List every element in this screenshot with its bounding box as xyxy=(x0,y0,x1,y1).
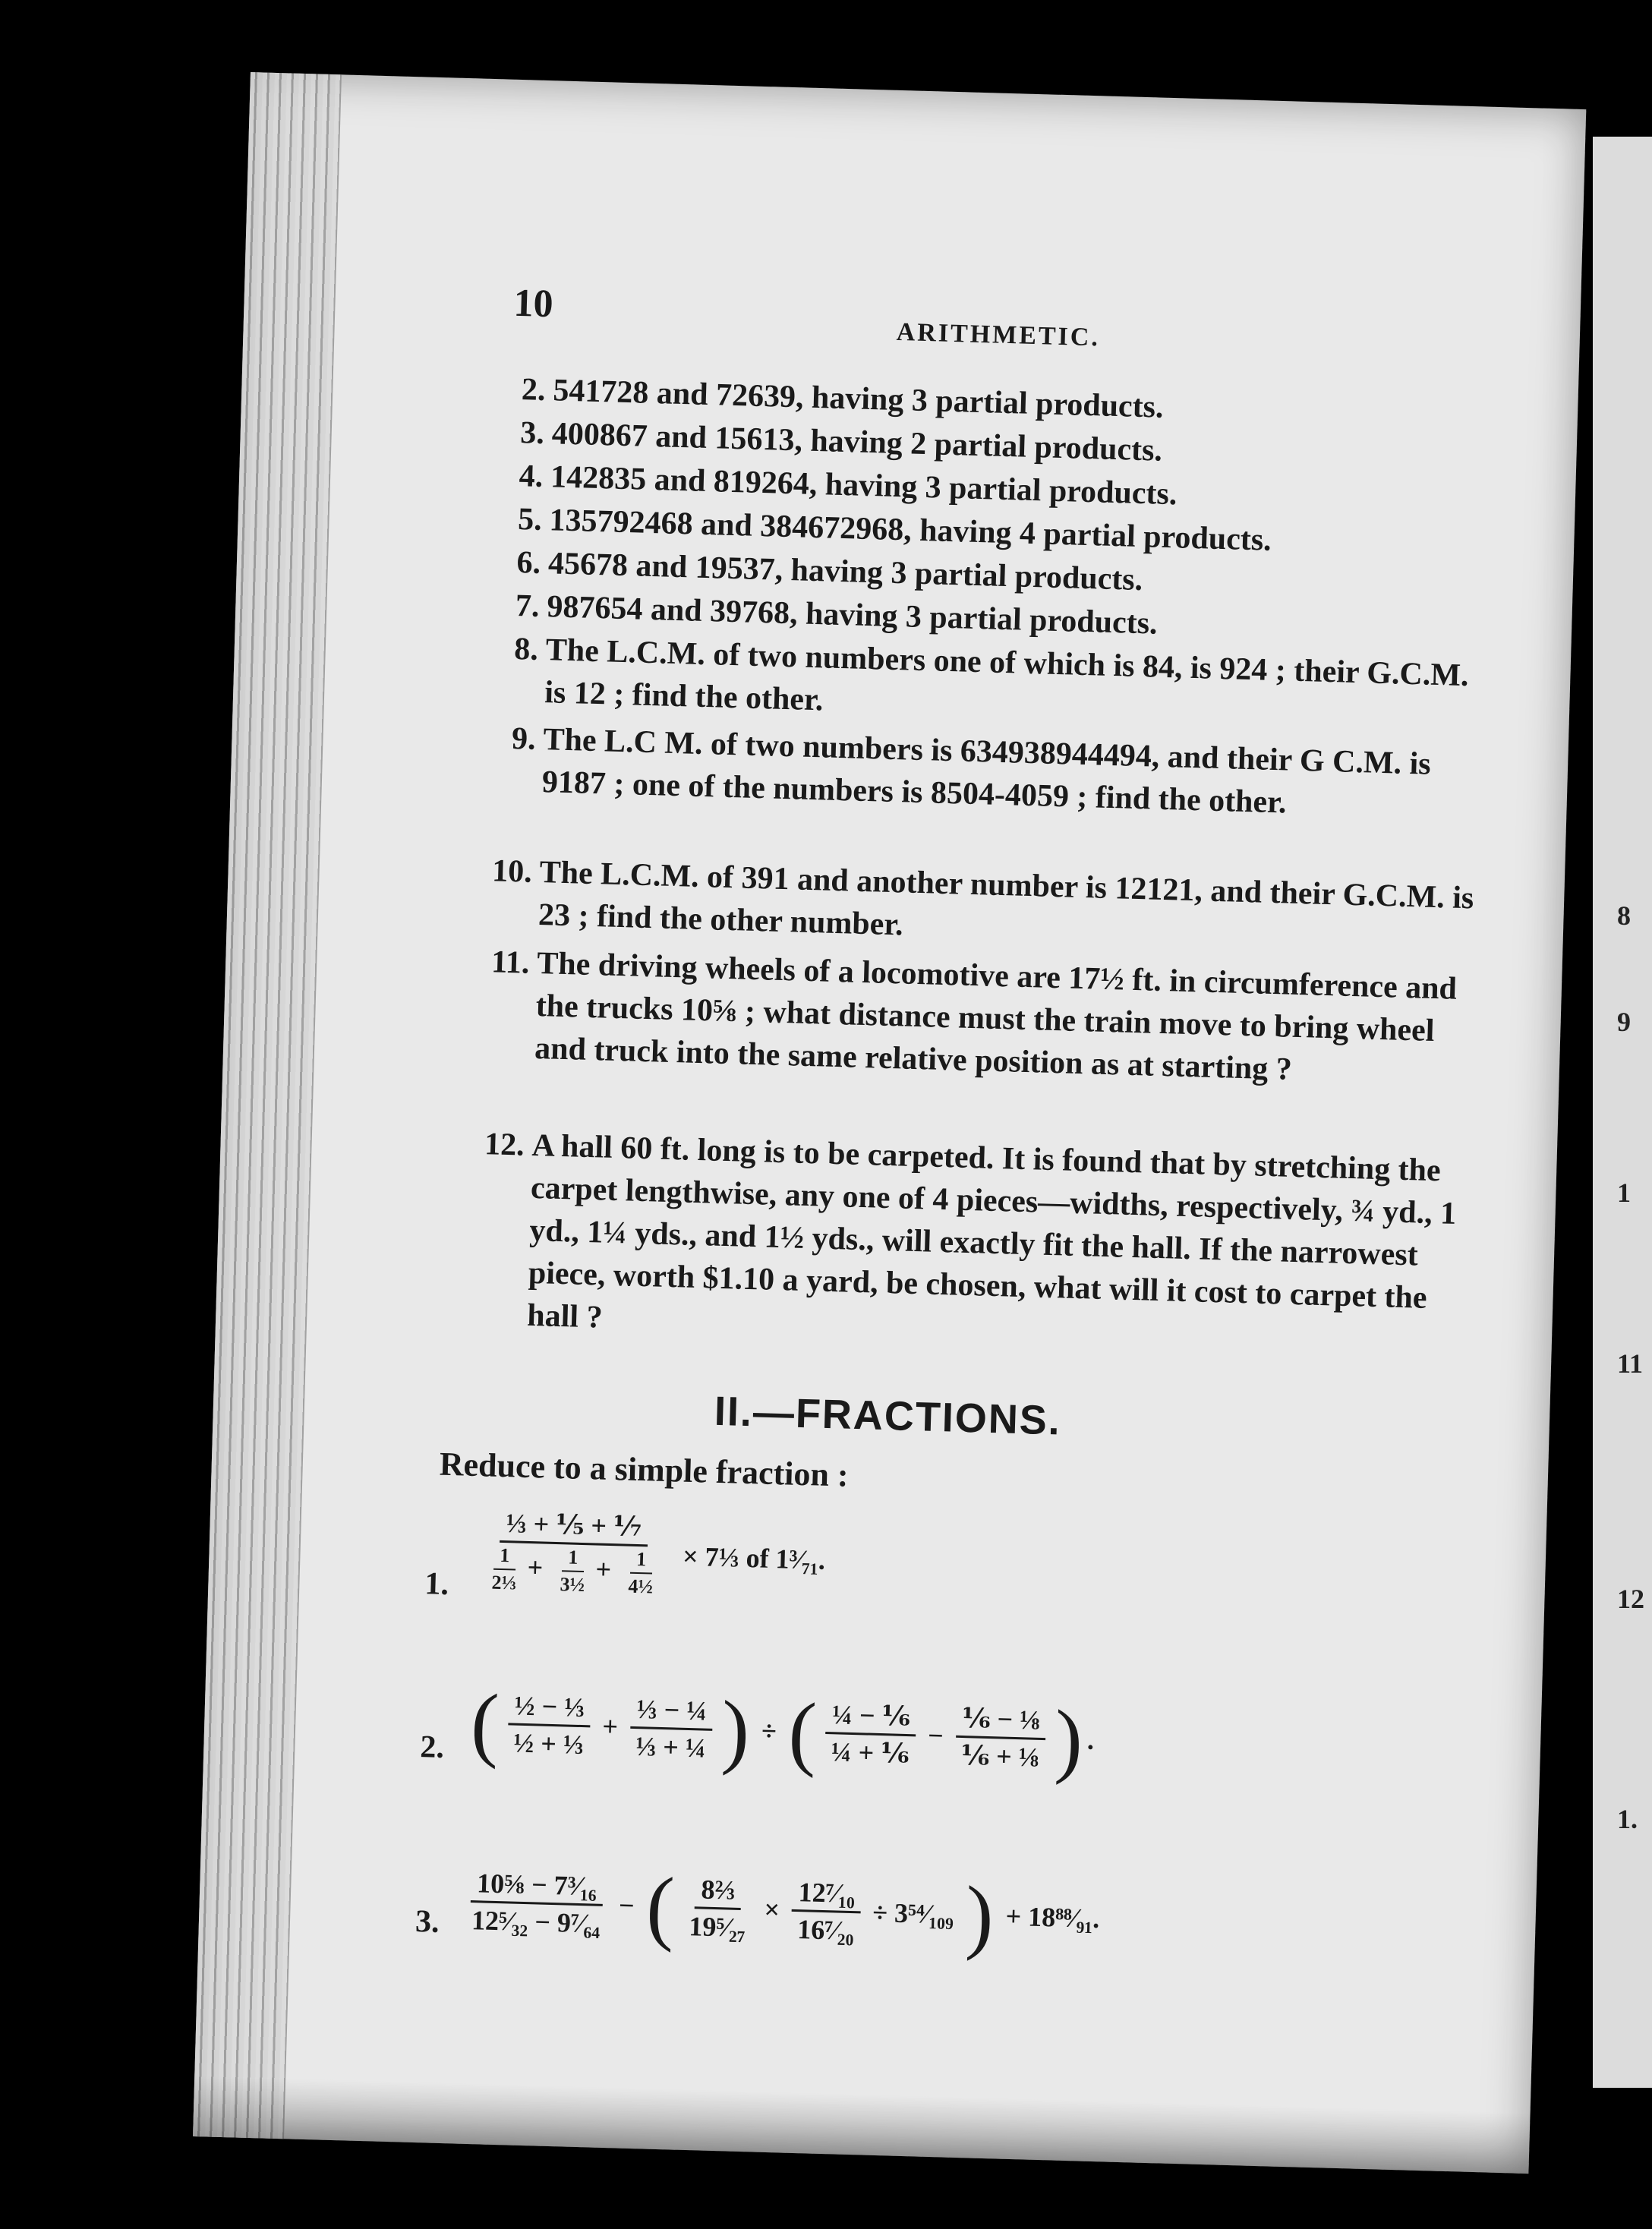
fraction-exercise-number: 2. xyxy=(419,1729,445,1765)
adjacent-page-fragment: 8 xyxy=(1617,900,1631,931)
unit-fraction: $\frac{1}{\text{3½}}$ xyxy=(560,1546,585,1597)
adjacent-page-fragment: 1. xyxy=(1617,1804,1638,1834)
problem-text: 45678 and 19537, having 3 partial products. xyxy=(547,546,1143,598)
page-spine xyxy=(193,72,342,2139)
problem-text: 135792468 and 384672968, having 4 partial products. xyxy=(549,503,1272,558)
problem-text: 142835 and 819264, having 3 partial products. xyxy=(550,459,1178,512)
adjacent-page-fragment: 11 xyxy=(1617,1348,1644,1379)
problem-number: 4. xyxy=(519,459,544,494)
page-number: 10 xyxy=(512,281,554,326)
unit-fraction: $\frac{1}{\text{2⅓}}$ xyxy=(491,1543,517,1594)
page-bottom-shadow xyxy=(193,2076,1531,2174)
adjacent-page-fragment: 1 xyxy=(1617,1178,1631,1208)
numerator: ⅓ + ⅕ + ⅐ xyxy=(500,1507,648,1546)
problem-text: 541728 and 72639, having 3 partial products. xyxy=(552,373,1165,425)
problem-number: 5. xyxy=(517,502,543,538)
problem-number: 7. xyxy=(515,588,541,624)
adjacent-page-fragment: 9 xyxy=(1617,1007,1631,1037)
fraction-exercise-2: ( $\frac{\text{½ − ⅓}}{\text{½ + ⅓}}$ + $\frac{\text{⅓ − ¼}}{\text{⅓ + ¼}}$ ) ÷ ( $\frac{\text{¼ − ⅙}}{\text{¼ + ⅙}}$ − $\frac{\text{⅙ − ⅛}}{\text{⅙ + ⅛}}$ ) . xyxy=(469,1676,1095,1786)
problem-text: The L.C M. of two numbers is 634938944494, and their G C.M. is 9187 ; one of the numbers is 8504-4059 ; find the other. xyxy=(541,722,1432,821)
multiplier-expression: × 7⅓ of 1³⁄₇₁. xyxy=(682,1540,826,1575)
problem-number: 6. xyxy=(515,545,541,581)
book-page xyxy=(193,72,1586,2174)
problem-item xyxy=(471,1123,1480,1335)
compound-fraction xyxy=(474,1506,672,1599)
problem-item xyxy=(493,367,1502,425)
section-instruction: Reduce to a simple fraction : xyxy=(439,1445,850,1494)
problem-number: 9. xyxy=(511,720,537,757)
problem-item xyxy=(480,850,1489,943)
problem-number: 10. xyxy=(491,853,533,890)
unit-fraction: $\frac{1}{\text{4½}}$ xyxy=(628,1547,654,1598)
problem-number: 8. xyxy=(513,632,539,667)
adjacent-page-edge xyxy=(1593,137,1652,2088)
fraction-exercise-number: 3. xyxy=(415,1904,440,1940)
adjacent-page-fragment: 12 xyxy=(1617,1584,1644,1614)
problem-text: A hall 60 ft. long is to be carpeted. It is found that by stretching the carpet lengthwise, any one of 4 pieces—widths, respectively, ¾ yd., 1 yd., 1¼ yds., and 1½ yds., will exactly fit the hall. If the narrowest piece, worth $1.10 a yard, be chosen, what will it cost to carpet the hall ? xyxy=(526,1127,1457,1335)
denominator: $\frac{1}{\text{2⅓}}$ + $\frac{1}{\text{3½}}$ + $\frac{1}{\text{4½}}$ xyxy=(474,1542,670,1599)
problem-text: The driving wheels of a locomotive are 17½ ft. in circumference and the trucks 10⅝ ; what distance must the train move to bring wheel and truck into the same relative position as at starting ? xyxy=(534,946,1458,1087)
problem-number: 3. xyxy=(519,415,545,451)
fraction-exercise-number: 1. xyxy=(424,1566,449,1603)
fraction-exercise-1 xyxy=(470,1506,834,1603)
problem-text: 987654 and 39768, having 3 partial products. xyxy=(546,589,1159,642)
problem-text: The L.C.M. of 391 and another number is 12121, and their G.C.M. is 23 ; find the other number. xyxy=(538,855,1474,943)
section-title: II.—FRACTIONS. xyxy=(714,1388,1062,1444)
running-head: ARITHMETIC. xyxy=(896,317,1101,352)
problem-text: The L.C.M. of two numbers one of which is 84, is 924 ; their G.C.M. is 12 ; find the other. xyxy=(544,632,1470,718)
problem-number: 12. xyxy=(484,1127,525,1163)
problem-number: 2. xyxy=(521,372,547,408)
problem-number: 11. xyxy=(490,944,531,981)
fraction-exercise-3: $\frac{\text{10⅝ − 7³⁄₁₆}}{\text{12⁵⁄₃₂ − 9⁷⁄₆₄}}$ − ( $\frac{\text{8⅔}}{\text{19⁵⁄₂₇}}$ × $\frac{\text{12⁷⁄₁₀}}{\text{16⁷⁄₂₀}}$ ÷ 3⁵⁴⁄₁₀₉ ) + 18⁸⁸⁄₉₁. xyxy=(471,1859,1100,1963)
problem-text: 400867 and 15613, having 2 partial products. xyxy=(551,416,1163,468)
